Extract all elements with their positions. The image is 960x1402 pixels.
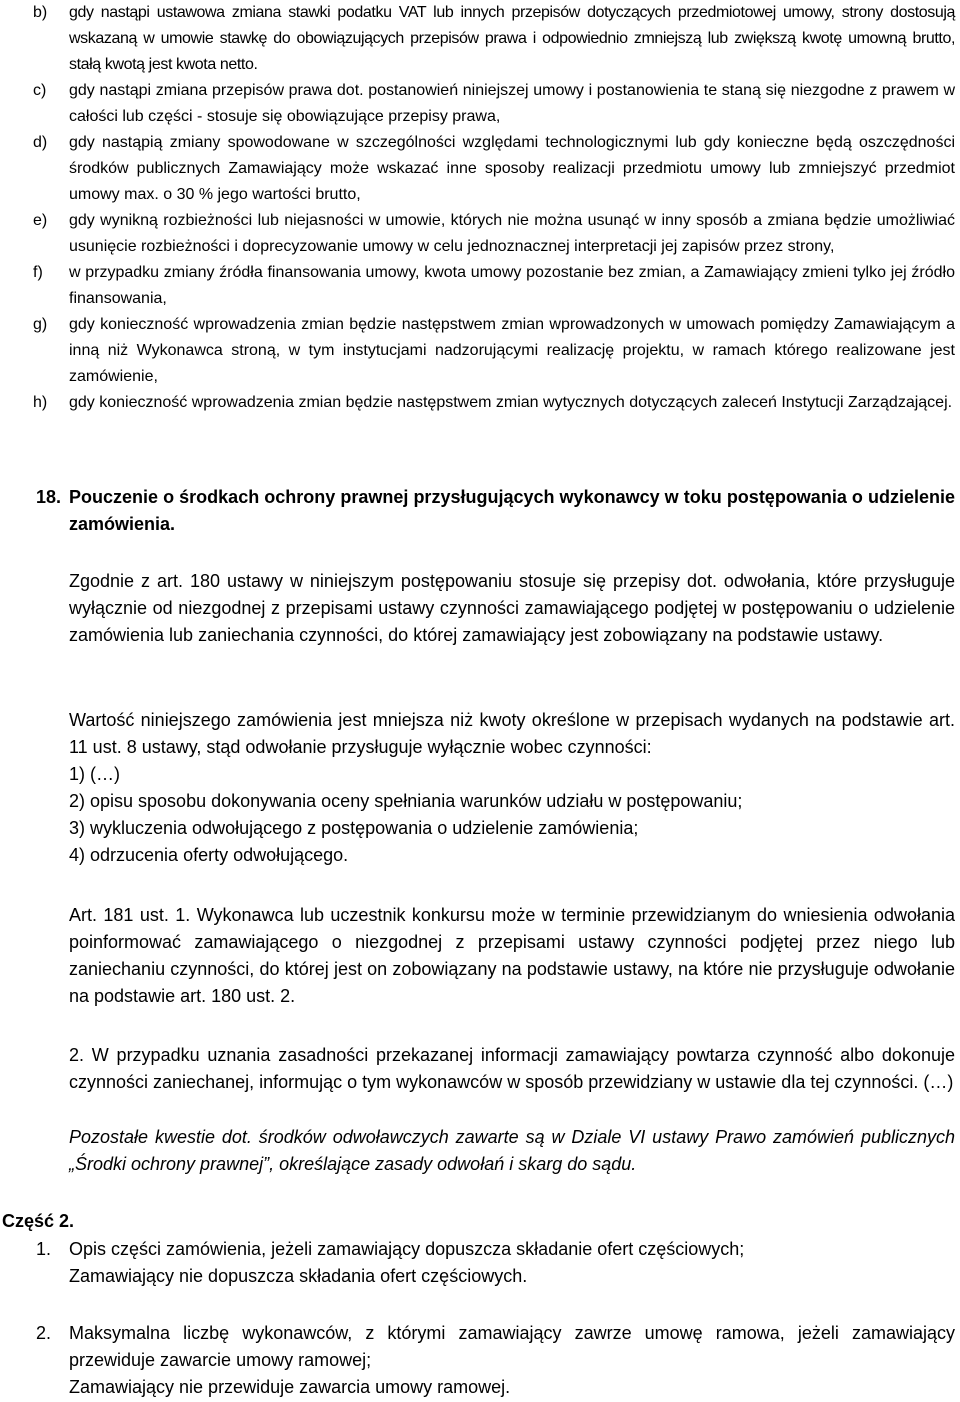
part-2-title: Część 2.	[2, 1211, 75, 1231]
list-item-f	[0, 260, 955, 312]
list-item-text: gdy wynikną rozbieżności lub niejasności w umowie, których nie można usunąć w inny sposób a zmiana będzie umożliwiać usunięcie rozbieżności i doprecyzowanie umowy w celu jednoznacznej interpretacji jej zapisów przez strony,	[69, 212, 955, 255]
item-line: Zamawiający nie dopuszcza składania ofert częściowych.	[69, 1266, 528, 1286]
enum-item: 1) (…)	[69, 764, 120, 784]
list-marker: e)	[33, 212, 48, 229]
enum-item: 4) odrzucenia oferty odwołującego.	[69, 845, 349, 865]
section-number: 18.	[36, 487, 62, 507]
list-item-e	[0, 208, 955, 260]
list-marker: b)	[33, 4, 48, 21]
item-body	[69, 1320, 955, 1401]
list-item-text: gdy nastąpią zmiany spowodowane w szczególności względami technologicznymi lub gdy konieczne będą oszczędności środków publicznych Zamawiający może wskazać inne sposoby realizacji przedmiotu umowy lub zmniejszyć przedmiot umowy max. o 30 % jego wartości brutto,	[69, 134, 955, 203]
amendment-list	[0, 0, 955, 416]
list-marker: g)	[33, 316, 48, 333]
list-item-text: gdy konieczność wprowadzenia zmian będzie następstwem zmian wytycznych dotyczących zaleceń Instytucji Zarządzającej.	[69, 394, 953, 411]
part-2-item-1	[36, 1236, 956, 1290]
list-item-text: gdy nastąpi ustawowa zmiana stawki podatku VAT lub innych przepisów dotyczących przedmiotowej umowy, strony dostosują wskazaną w umowie stawkę do obowiązujących przepisów prawa i odpowiednio zmniejszą lub zwiększą kwotę umowną brutto, stałą kwotą jest kwota netto.	[69, 4, 955, 73]
item-line: Maksymalna liczbę wykonawców, z którymi zamawiający zawrze umowę ramowa, jeżeli zamawiający przewiduje zawarcie umowy ramowej;	[69, 1323, 955, 1370]
enum-item: 2) opisu sposobu dokonywania oceny spełniania warunków udziału w postępowaniu;	[69, 791, 743, 811]
enum-list	[69, 761, 955, 869]
item-number: 1.	[36, 1239, 52, 1259]
list-item-g	[0, 312, 955, 390]
item-body	[69, 1236, 955, 1290]
enum-item: 3) wykluczenia odwołującego z postępowania o udzielenie zamówienia;	[69, 818, 639, 838]
paragraph-art-181-2: 2. W przypadku uznania zasadności przekazanej informacji zamawiający powtarza czynność albo dokonuje czynności zaniechanej, informując o tym wykonawców w sposób przewidziany w ustawie dla tej czynności. (…)	[69, 1045, 955, 1092]
list-marker: f)	[33, 264, 43, 281]
paragraph-art-181: Art. 181 ust. 1. Wykonawca lub uczestnik konkursu może w terminie przewidzianym do wniesienia odwołania poinformować zamawiającego o niezgodnej z przepisami ustawy czynności podjętej przez niego lub zaniechaniu czynności, do której jest on zobowiązany na podstawie ustawy, na które nie przysługuje odwołanie na podstawie art. 180 ust. 2.	[69, 905, 955, 1006]
item-line: Opis części zamówienia, jeżeli zamawiający dopuszcza składanie ofert częściowych;	[69, 1239, 745, 1259]
item-number: 2.	[36, 1323, 52, 1343]
paragraph-art-180: Zgodnie z art. 180 ustawy w niniejszym postępowaniu stosuje się przepisy dot. odwołania, które przysługuje wyłącznie od niezgodnej z przepisami ustawy czynności zamawiającego podjętej w postępowaniu o udzielenie zamówienia lub zaniechania czynności, do której zamawiający jest zobowiązany na podstawie ustawy.	[69, 571, 955, 645]
list-marker: d)	[33, 134, 48, 151]
paragraph-remaining-issues: Pozostałe kwestie dot. środków odwoławczych zawarte są w Dziale VI ustawy Prawo zamówień publicznych „Środki ochrony prawnej”, określające zasady odwołań i skarg do sądu.	[69, 1127, 955, 1174]
paragraph-value-notice: Wartość niniejszego zamówienia jest mniejsza niż kwoty określone w przepisach wydanych na podstawie art. 11 ust. 8 ustawy, stąd odwołanie przysługuje wyłącznie wobec czynności:	[69, 710, 955, 757]
list-item-d	[0, 130, 955, 208]
list-item-b	[0, 0, 955, 78]
list-item-text: w przypadku zmiany źródła finansowania umowy, kwota umowy pozostanie bez zmian, a Zamawiający zmieni tylko jej źródło finansowania,	[69, 264, 955, 307]
list-item-h	[0, 390, 955, 416]
section-title: Pouczenie o środkach ochrony prawnej przysługujących wykonawcy w toku postępowania o udzielenie zamówienia.	[69, 487, 955, 534]
list-item-text: gdy konieczność wprowadzenia zmian będzie następstwem zmian wprowadzonych w umowach pomiędzy Zamawiającym a inną niż Wykonawca stroną, w tym instytucjami nadzorującymi realizację projektu, w ramach którego realizowane jest zamówienie,	[69, 316, 955, 385]
list-item-text: gdy nastąpi zmiana przepisów prawa dot. postanowień niniejszej umowy i postanowienia te staną się niezgodne z prawem w całości lub części - stosuje się obowiązujące przepisy prawa,	[69, 82, 955, 125]
section-18-heading	[36, 484, 956, 538]
list-marker: c)	[33, 82, 47, 99]
part-2-item-2	[36, 1320, 956, 1401]
item-line: Zamawiający nie przewiduje zawarcia umowy ramowej.	[69, 1377, 511, 1397]
list-marker: h)	[33, 394, 48, 411]
list-item-c	[0, 78, 955, 130]
